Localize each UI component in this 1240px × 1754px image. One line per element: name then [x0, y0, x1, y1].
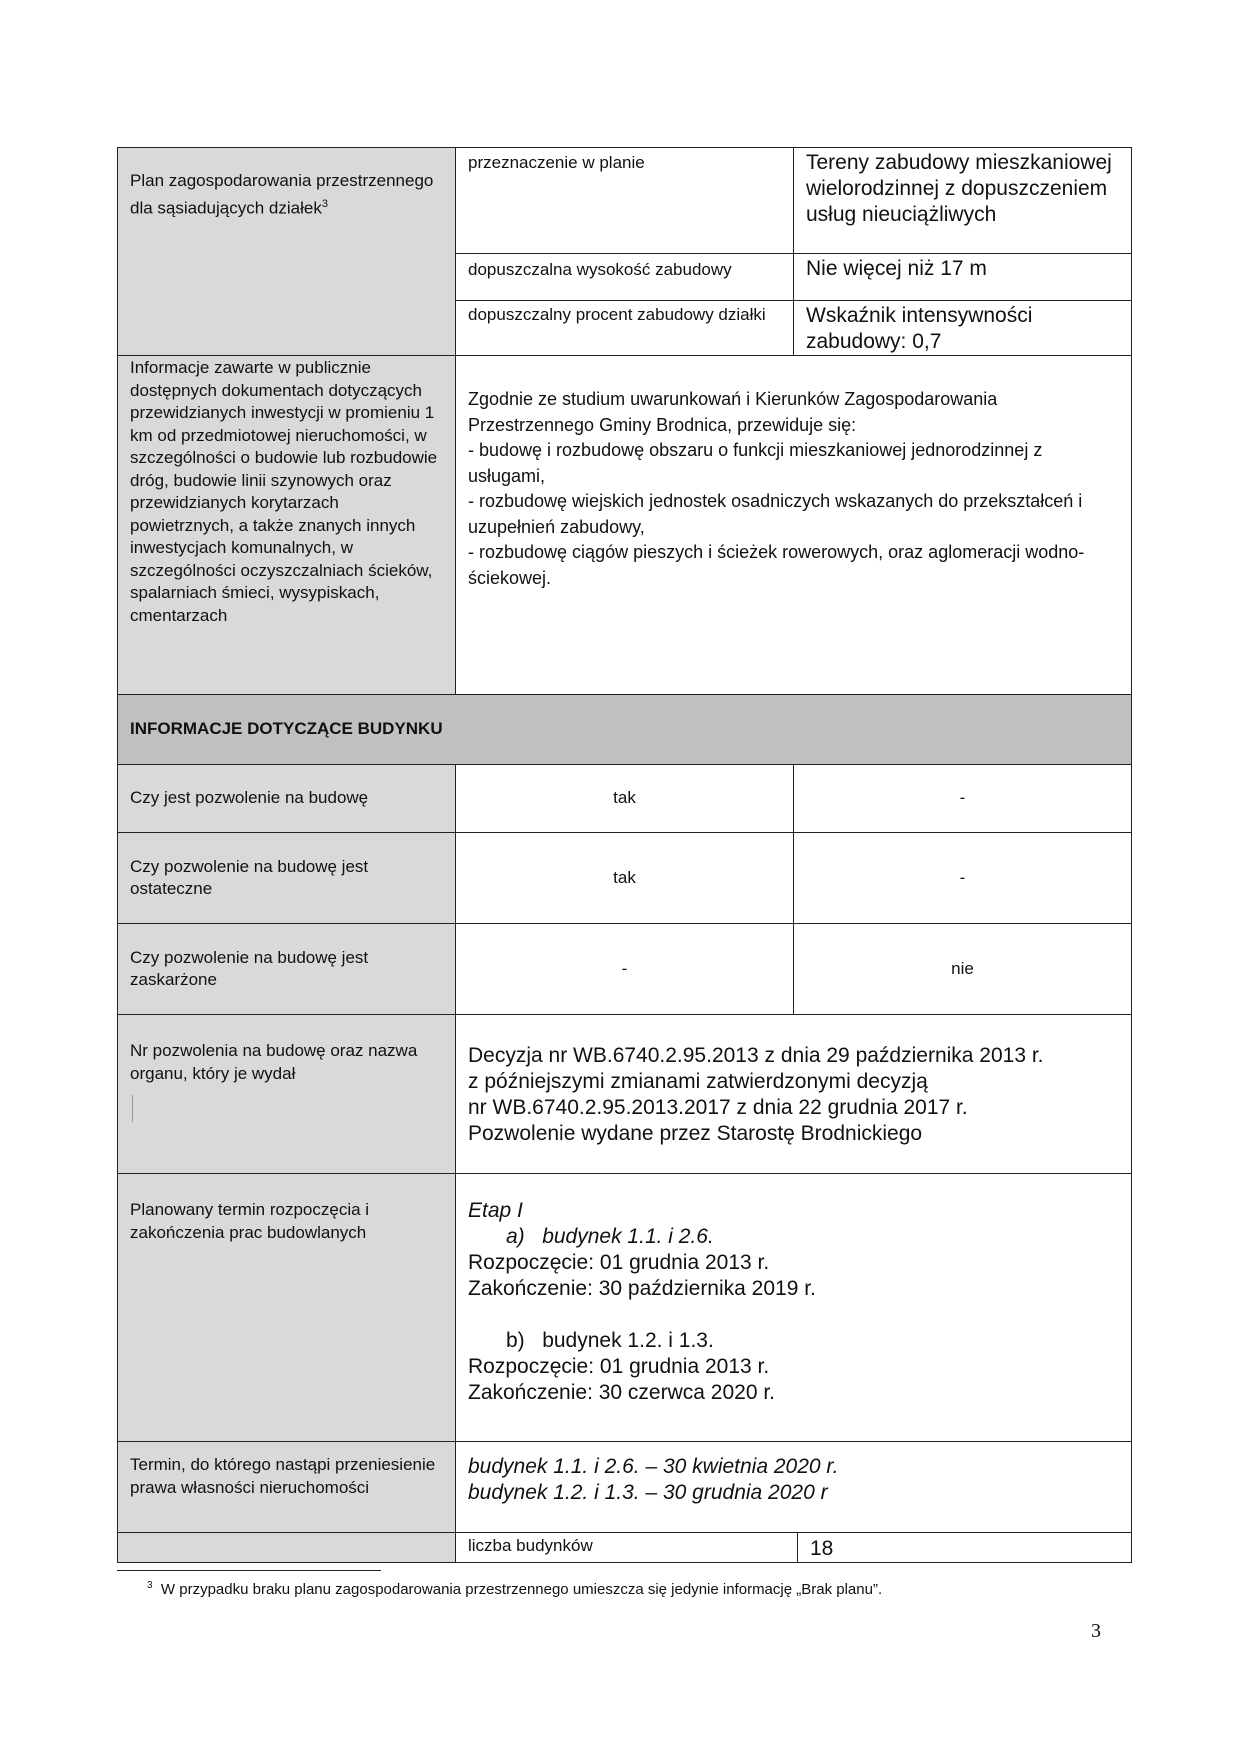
transfer-label: Termin, do którego nastąpi przeniesienie prawa własności nieruchomości: [130, 1455, 436, 1497]
footnote-text: W przypadku braku planu zagospodarowania przestrzennego umieszcza się jedynie informację „Brak planu”.: [160, 1581, 883, 1598]
permit-number-line: z późniejszymi zmianami zatwierdzonymi decyzją: [468, 1070, 928, 1093]
buildings-value: 18: [810, 1537, 834, 1560]
info-label-cell: [117, 355, 456, 695]
permit-number-label: Nr pozwolenia na budowę oraz nazwa organu, który je wydał: [130, 1041, 418, 1083]
footnote: [147, 1576, 1127, 1600]
info-content-cell: [455, 355, 1132, 695]
spacer: [468, 1302, 1119, 1328]
permit-number-cell: [455, 1014, 1132, 1174]
footnote-ref: 3: [321, 197, 328, 210]
info-item: - budowę i rozbudowę obszaru o funkcji mieszkaniowej jednorodzinnej z usługami,: [468, 440, 1043, 486]
plan-label-cell: [117, 147, 456, 356]
plan-value-cell: [793, 300, 1132, 356]
plan-value-cell: [793, 253, 1132, 301]
plan-value: Wskaźnik intensywności zabudowy: 0,7: [806, 304, 1033, 353]
permit-answer-cell: [793, 923, 1132, 1015]
schedule-building: budynek 1.2. i 1.3.: [542, 1329, 714, 1352]
permit-label-cell: [117, 832, 456, 924]
permit-answer: tak: [613, 867, 636, 887]
text-cursor: [132, 1095, 133, 1122]
plan-key: dopuszczalny procent zabudowy działki: [468, 305, 766, 324]
plan-value: Tereny zabudowy mieszkaniowej wielorodzinnej z dopuszczeniem usług nieuciążliwych: [806, 151, 1112, 226]
permit-answer-cell: [793, 764, 1132, 833]
transfer-label-cell: [117, 1441, 456, 1533]
permit-answer: nie: [951, 958, 974, 978]
schedule-building-a: [468, 1224, 1119, 1250]
schedule-end: Zakończenie: 30 października 2019 r.: [468, 1277, 816, 1300]
info-item: - rozbudowę ciągów pieszych i ścieżek rowerowych, oraz aglomeracji wodno- ściekowej.: [468, 542, 1085, 588]
permit-answer: -: [959, 788, 966, 808]
buildings-value-cell: [797, 1532, 1132, 1563]
plan-value: Nie więcej niż 17 m: [806, 257, 987, 280]
buildings-key: liczba budynków: [468, 1536, 593, 1555]
permit-label-cell: [117, 923, 456, 1015]
permit-label: Czy pozwolenie na budowę jest zaskarżone: [130, 947, 369, 989]
plan-key: przeznaczenie w planie: [468, 153, 645, 172]
permit-label-cell: [117, 764, 456, 833]
buildings-label-cell: [117, 1532, 456, 1563]
permit-label: Czy pozwolenie na budowę jest ostateczne: [130, 856, 369, 898]
section-header-title: INFORMACJE DOTYCZĄCE BUDYNKU: [130, 719, 443, 739]
permit-number-line: Pozwolenie wydane przez Starostę Brodnickiego: [468, 1122, 923, 1145]
transfer-line: budynek 1.2. i 1.3. – 30 grudnia 2020 r: [468, 1481, 828, 1504]
permit-number-line: Decyzja nr WB.6740.2.95.2013 z dnia 29 października 2013 r.: [468, 1044, 1044, 1067]
permit-answer: -: [959, 867, 966, 887]
transfer-cell: [455, 1441, 1132, 1533]
footnote-separator: [117, 1570, 381, 1571]
buildings-key-cell: [455, 1532, 798, 1563]
plan-key-cell: [455, 147, 794, 254]
footnote-number: 3: [147, 1580, 153, 1591]
schedule-label: Planowany termin rozpoczęcia i zakończenia prac budowlanych: [130, 1200, 370, 1242]
info-intro: Zgodnie ze studium uwarunkowań i Kierunków Zagospodarowania Przestrzennego Gminy Brodnica, przewiduje się:: [468, 389, 998, 435]
plan-label: Plan zagospodarowania przestrzennego dla sąsiadujących działek: [130, 171, 434, 218]
permit-number-line: nr WB.6740.2.95.2013.2017 z dnia 22 grudnia 2017 r.: [468, 1096, 968, 1119]
plan-key: dopuszczalna wysokość zabudowy: [468, 260, 732, 279]
schedule-label-cell: [117, 1173, 456, 1442]
info-item: - rozbudowę wiejskich jednostek osadniczych wskazanych do przekształceń i uzupełnień zabudowy,: [468, 491, 1083, 537]
permit-answer: tak: [613, 788, 636, 808]
permit-label: Czy jest pozwolenie na budowę: [130, 788, 369, 808]
schedule-building-b: [468, 1328, 1119, 1354]
schedule-marker: a): [506, 1225, 525, 1248]
plan-value-cell: [793, 147, 1132, 254]
transfer-line: budynek 1.1. i 2.6. – 30 kwietnia 2020 r.: [468, 1455, 839, 1478]
schedule-marker: b): [506, 1329, 525, 1352]
permit-answer-cell: [455, 923, 794, 1015]
section-header: [117, 694, 1132, 765]
schedule-start: Rozpoczęcie: 01 grudnia 2013 r.: [468, 1251, 770, 1274]
permit-answer-cell: [793, 832, 1132, 924]
schedule-stage: Etap I: [468, 1199, 523, 1222]
page-number: 3: [1091, 1620, 1101, 1642]
schedule-building: budynek 1.1. i 2.6.: [542, 1225, 714, 1248]
permit-answer-cell: [455, 832, 794, 924]
schedule-end: Zakończenie: 30 czerwca 2020 r.: [468, 1381, 776, 1404]
schedule-start: Rozpoczęcie: 01 grudnia 2013 r.: [468, 1355, 770, 1378]
plan-key-cell: [455, 253, 794, 301]
permit-answer-cell: [455, 764, 794, 833]
schedule-cell: [455, 1173, 1132, 1442]
permit-answer: -: [621, 958, 628, 978]
plan-key-cell: [455, 300, 794, 356]
info-label: Informacje zawarte w publicznie dostępnych dokumentach dotyczących przewidzianych inwestycji w promieniu 1 km od przedmiotowej nieruchomości, w szczególności o budowie lub rozbudowie dróg, budowie linii szynowych oraz przewidzianych korytarzach powietrznych, a także znanych innych inwestycjach komunalnych, w szczególności oczyszczalniach ścieków, spalarniach śmieci, wysypiskach, cmentarzach: [130, 358, 438, 625]
permit-number-label-cell: [117, 1014, 456, 1174]
